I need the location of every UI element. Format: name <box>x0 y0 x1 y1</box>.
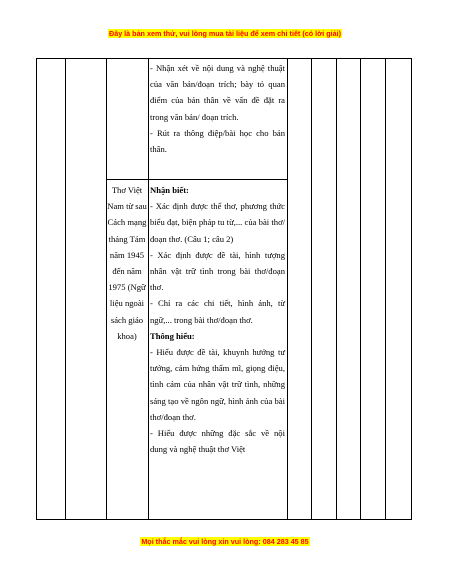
requirement-line: - Xác định được đề tài, hình tượng nhân vật trữ tình trong bài thơ/đoạn thơ. <box>150 249 285 293</box>
requirement-line: - Hiểu được đề tài, khuynh hướng tư tưởng, cảm hứng thẩm mĩ, giọng điệu, tình cảm của nhân vật trữ tình, những sáng tạo về ngôn ngữ, hình ảnh của bài thơ/đoạn thơ. <box>150 347 285 422</box>
current-row-requirements <box>150 182 285 457</box>
requirement-line: - Rút ra thông điệp/bài học cho bản thân. <box>150 127 285 155</box>
nhan-biet-heading: Nhận biết: <box>150 185 189 195</box>
table-top-border <box>36 58 411 59</box>
requirement-line: - Chỉ ra các chi tiết, hình ảnh, từ ngữ,... trong bài thơ/đoạn thơ. <box>150 298 285 325</box>
prev-row-requirements <box>150 60 285 157</box>
table-column-border <box>65 58 66 520</box>
table-column-border <box>336 58 337 520</box>
table-column-border <box>36 58 37 520</box>
preview-notice-text: Đây là bản xem thử, vui lòng mua tài liệu để xem chi tiết (có lời giải) <box>109 29 341 38</box>
table-row-border <box>106 179 287 180</box>
table-column-border <box>148 58 149 520</box>
contact-banner <box>0 537 450 546</box>
requirement-line: - Hiểu được những đặc sắc về nội dung và nghệ thuật thơ Việt <box>150 428 285 455</box>
table-column-border <box>360 58 361 520</box>
requirement-line: - Nhận xét về nội dung và nghệ thuật của văn bản/đoạn trích; bày tỏ quan điểm của bản thân về vấn đề đặt ra trong văn bản/ đoạn trích. <box>150 63 285 122</box>
table-column-border <box>311 58 312 520</box>
table-column-border <box>385 58 386 520</box>
requirement-line: - Xác định được thể thơ, phương thức biểu đạt, biện pháp tu từ,... của bài thơ/đoạn thơ. (Câu 1; câu 2) <box>150 201 285 244</box>
topic-cell: Thơ Việt Nam từ sau Cách mạng tháng Tám năm 1945 đến năm 1975 (Ngữ liệu ngoài sách giáo khoa) <box>107 185 147 341</box>
table-column-border <box>411 58 412 520</box>
thong-hieu-heading: Thông hiểu: <box>150 330 195 341</box>
contact-text: Mọi thắc mắc vui lòng xin vui lòng: 084 283 45 85 <box>141 537 309 546</box>
table-column-border <box>287 58 288 520</box>
table-bottom-border <box>36 519 411 520</box>
preview-notice-banner <box>0 29 450 38</box>
